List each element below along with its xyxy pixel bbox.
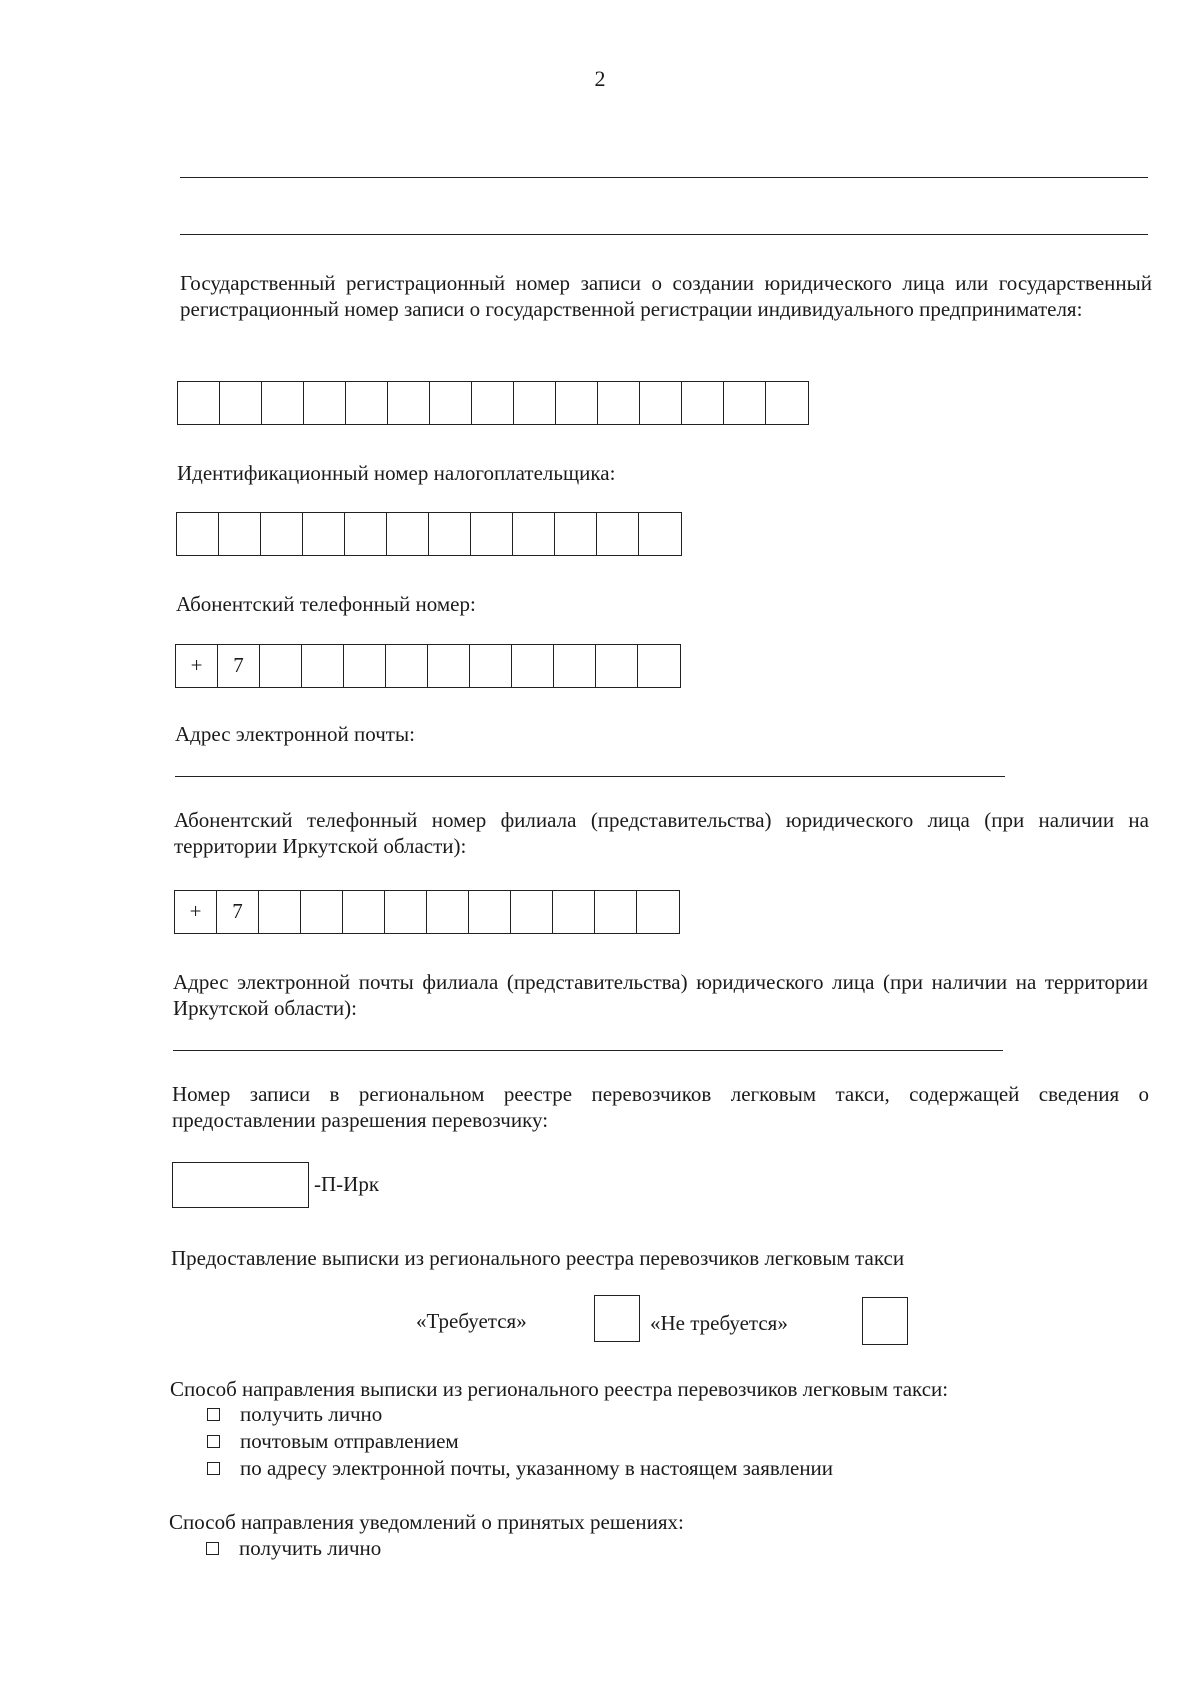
ogrn-cells[interactable] (177, 381, 809, 425)
inn-cell[interactable] (219, 513, 261, 555)
option-label: по адресу электронной почты, указанному в настоящем заявлении (240, 1455, 834, 1480)
branch-phone-cell[interactable] (511, 891, 553, 933)
blank-line[interactable] (180, 177, 1148, 178)
inn-cell[interactable] (345, 513, 387, 555)
checkbox-icon[interactable] (207, 1435, 220, 1448)
ogrn-cell[interactable] (388, 382, 430, 424)
option-label: почтовым отправлением (240, 1428, 459, 1453)
ogrn-cell[interactable] (514, 382, 556, 424)
extract-delivery-option[interactable] (207, 1455, 833, 1482)
checkbox-icon[interactable] (207, 1462, 220, 1475)
ogrn-cell[interactable] (220, 382, 262, 424)
branch-email-field[interactable] (173, 1026, 1003, 1051)
branch-phone-cell[interactable] (595, 891, 637, 933)
inn-cell[interactable] (555, 513, 597, 555)
not-required-option-label: «Не требуется» (650, 1311, 788, 1335)
ogrn-cell[interactable] (598, 382, 640, 424)
ogrn-cell[interactable] (346, 382, 388, 424)
ogrn-label: Государственный регистрационный номер записи о создании юридического лица или государственный регистрационный номер записи о государственной регистрации индивидуального предпринимателя: (180, 271, 1152, 321)
inn-cell[interactable] (639, 513, 681, 555)
branch-phone-cell[interactable] (469, 891, 511, 933)
inn-cell[interactable] (597, 513, 639, 555)
notification-delivery-label: Способ направления уведомлений о принятых решениях: (169, 1510, 684, 1534)
ogrn-cell[interactable] (682, 382, 724, 424)
email-label: Адрес электронной почты: (175, 722, 415, 746)
branch-phone-cell[interactable] (637, 891, 679, 933)
branch-email-label: Адрес электронной почты филиала (представительства) юридического лица (при наличии на территории Иркутской области): (173, 970, 1148, 1020)
phone-cells[interactable] (175, 644, 681, 688)
option-label: получить лично (240, 1401, 383, 1426)
option-label: получить лично (239, 1535, 382, 1560)
inn-cell[interactable] (387, 513, 429, 555)
page-number: 2 (594, 66, 606, 91)
required-option-label: «Требуется» (416, 1309, 527, 1333)
inn-cell[interactable] (513, 513, 555, 555)
inn-cells[interactable] (176, 512, 682, 556)
branch-phone-cell[interactable] (343, 891, 385, 933)
phone-cell[interactable] (302, 645, 344, 687)
notification-delivery-option[interactable] (206, 1535, 381, 1562)
inn-label: Идентификационный номер налогоплательщика: (177, 461, 616, 485)
phone-cell[interactable] (260, 645, 302, 687)
checkbox-icon[interactable] (206, 1542, 219, 1555)
inn-cell[interactable] (261, 513, 303, 555)
ogrn-cell[interactable] (262, 382, 304, 424)
branch-phone-cell[interactable]: 7 (217, 891, 259, 933)
email-field[interactable] (175, 752, 1005, 777)
branch-phone-cell[interactable] (385, 891, 427, 933)
phone-label: Абонентский телефонный номер: (176, 592, 476, 616)
phone-cell[interactable]: + (176, 645, 218, 687)
notification-delivery-options (206, 1535, 381, 1562)
required-checkbox[interactable] (594, 1295, 640, 1342)
ogrn-cell[interactable] (766, 382, 808, 424)
phone-cell[interactable] (470, 645, 512, 687)
branch-phone-cell[interactable]: + (175, 891, 217, 933)
phone-cell[interactable] (344, 645, 386, 687)
branch-phone-cell[interactable] (259, 891, 301, 933)
ogrn-cell[interactable] (430, 382, 472, 424)
extract-request-label: Предоставление выписки из регионального реестра перевозчиков легковым такси (171, 1246, 905, 1270)
blank-line[interactable] (180, 234, 1148, 235)
ogrn-cell[interactable] (556, 382, 598, 424)
branch-phone-cell[interactable] (427, 891, 469, 933)
inn-cell[interactable] (471, 513, 513, 555)
checkbox-icon[interactable] (207, 1408, 220, 1421)
extract-delivery-label: Способ направления выписки из регионального реестра перевозчиков легковым такси: (170, 1377, 949, 1401)
registry-record-field[interactable] (172, 1162, 309, 1208)
ogrn-cell[interactable] (178, 382, 220, 424)
phone-cell[interactable] (386, 645, 428, 687)
phone-cell[interactable] (596, 645, 638, 687)
branch-phone-cell[interactable] (301, 891, 343, 933)
branch-phone-cells[interactable] (174, 890, 680, 934)
branch-phone-cell[interactable] (553, 891, 595, 933)
ogrn-cell[interactable] (724, 382, 766, 424)
ogrn-cell[interactable] (472, 382, 514, 424)
extract-delivery-option[interactable] (207, 1401, 833, 1428)
ogrn-cell[interactable] (640, 382, 682, 424)
registry-record-label: Номер записи в региональном реестре перевозчиков легковым такси, содержащей сведения о предоставлении разрешения перевозчику: (172, 1082, 1149, 1132)
extract-delivery-option[interactable] (207, 1428, 833, 1455)
branch-phone-label: Абонентский телефонный номер филиала (представительства) юридического лица (при наличии на территории Иркутской области): (174, 808, 1149, 858)
ogrn-cell[interactable] (304, 382, 346, 424)
inn-cell[interactable] (429, 513, 471, 555)
phone-cell[interactable] (512, 645, 554, 687)
inn-cell[interactable] (303, 513, 345, 555)
registry-record-suffix: -П-Ирк (314, 1172, 380, 1196)
phone-cell[interactable] (428, 645, 470, 687)
not-required-checkbox[interactable] (862, 1297, 908, 1345)
phone-cell[interactable] (554, 645, 596, 687)
phone-cell[interactable]: 7 (218, 645, 260, 687)
inn-cell[interactable] (177, 513, 219, 555)
extract-delivery-options (207, 1401, 833, 1482)
phone-cell[interactable] (638, 645, 680, 687)
